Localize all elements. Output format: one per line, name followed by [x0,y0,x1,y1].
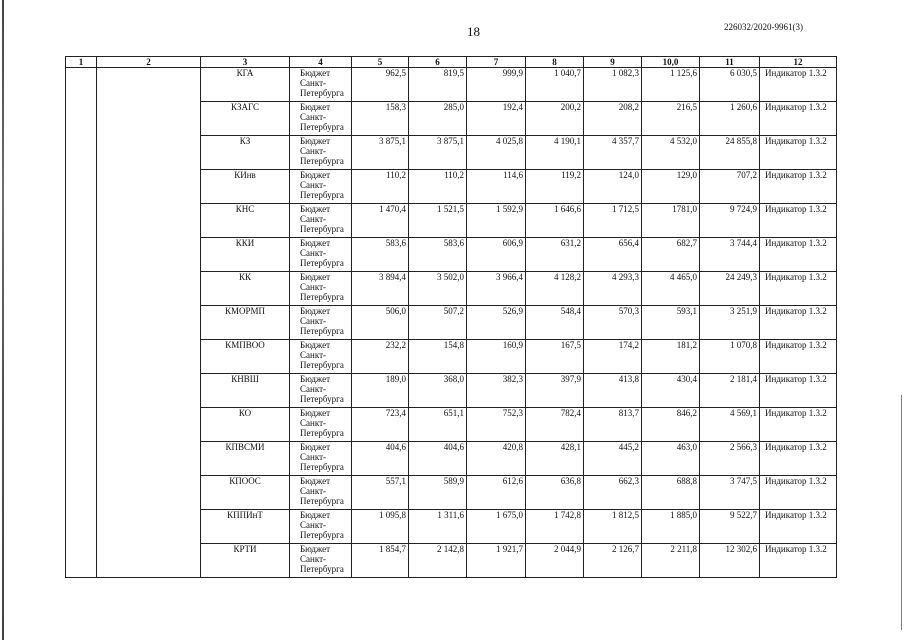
value-cell: 6 030,5 [700,68,760,102]
indicator-cell: Индикатор 1.3.2 [760,102,837,136]
value-cell: 2 044,9 [526,544,584,578]
value-cell: 819,5 [409,68,467,102]
value-cell: 1 040,7 [526,68,584,102]
value-cell: 1 675,0 [467,510,526,544]
value-cell: 1 646,6 [526,204,584,238]
agency-code: КПООС [201,476,290,510]
value-cell: 2 566,3 [700,442,760,476]
funding-source: Бюджет Санкт-Петербурга [290,272,352,306]
indicator-cell: Индикатор 1.3.2 [760,476,837,510]
value-cell: 1781,0 [642,204,700,238]
value-cell: 962,5 [352,68,409,102]
value-cell: 216,5 [642,102,700,136]
value-cell: 110,2 [352,170,409,204]
value-cell: 3 744,4 [700,238,760,272]
value-cell: 404,6 [352,442,409,476]
indicator-cell: Индикатор 1.3.2 [760,510,837,544]
funding-source: Бюджет Санкт-Петербурга [290,374,352,408]
funding-source: Бюджет Санкт-Петербурга [290,102,352,136]
column-header: 9 [584,57,642,68]
value-cell: 4 190,1 [526,136,584,170]
page-number: 18 [467,24,480,39]
value-cell: 846,2 [642,408,700,442]
agency-code: КМОРМП [201,306,290,340]
value-cell: 999,9 [467,68,526,102]
funding-source: Бюджет Санкт-Петербурга [290,408,352,442]
value-cell: 506,0 [352,306,409,340]
funding-source: Бюджет Санкт-Петербурга [290,544,352,578]
value-cell: 651,1 [409,408,467,442]
scan-left-edge [2,0,4,640]
funding-source: Бюджет Санкт-Петербурга [290,204,352,238]
column-header: 8 [526,57,584,68]
column-header: 6 [409,57,467,68]
agency-code: КПВСМИ [201,442,290,476]
value-cell: 397,9 [526,374,584,408]
funding-source: Бюджет Санкт-Петербурга [290,136,352,170]
indicator-cell: Индикатор 1.3.2 [760,68,837,102]
value-cell: 752,3 [467,408,526,442]
value-cell: 208,2 [584,102,642,136]
value-cell: 4 357,7 [584,136,642,170]
value-cell: 1 311,6 [409,510,467,544]
funding-source: Бюджет Санкт-Петербурга [290,442,352,476]
column-header: 12 [760,57,837,68]
indicator-cell: Индикатор 1.3.2 [760,442,837,476]
agency-code: КЗ [201,136,290,170]
agency-code: КМПВОО [201,340,290,374]
budget-table [65,56,837,578]
column-header: 2 [97,57,201,68]
column-header: 1 [66,57,97,68]
value-cell: 4 532,0 [642,136,700,170]
value-cell: 2 181,4 [700,374,760,408]
value-cell: 782,4 [526,408,584,442]
value-cell: 3 894,4 [352,272,409,306]
value-cell: 1 742,8 [526,510,584,544]
value-cell: 428,1 [526,442,584,476]
value-cell: 24 249,3 [700,272,760,306]
value-cell: 2 126,7 [584,544,642,578]
value-cell: 1 921,7 [467,544,526,578]
indicator-cell: Индикатор 1.3.2 [760,136,837,170]
value-cell: 593,1 [642,306,700,340]
value-cell: 167,5 [526,340,584,374]
document-reference: 226032/2020-9961(3) [724,22,803,32]
value-cell: 3 502,0 [409,272,467,306]
table-row [66,68,837,102]
agency-code: КИнв [201,170,290,204]
indicator-cell: Индикатор 1.3.2 [760,204,837,238]
value-cell: 368,0 [409,374,467,408]
funding-source: Бюджет Санкт-Петербурга [290,510,352,544]
value-cell: 189,0 [352,374,409,408]
funding-source: Бюджет Санкт-Петербурга [290,340,352,374]
value-cell: 3 875,1 [352,136,409,170]
indicator-cell: Индикатор 1.3.2 [760,306,837,340]
value-cell: 1 812,5 [584,510,642,544]
value-cell: 12 302,6 [700,544,760,578]
agency-code: КО [201,408,290,442]
agency-code: КНВШ [201,374,290,408]
value-cell: 583,6 [352,238,409,272]
agency-code: ККИ [201,238,290,272]
value-cell: 154,8 [409,340,467,374]
value-cell: 3 747,5 [700,476,760,510]
value-cell: 114,6 [467,170,526,204]
column-header: 3 [201,57,290,68]
value-cell: 723,4 [352,408,409,442]
value-cell: 3 875,1 [409,136,467,170]
agency-code: КГА [201,68,290,102]
col-2-cell [97,68,201,578]
value-cell: 612,6 [467,476,526,510]
col-1-cell [66,68,97,578]
value-cell: 420,8 [467,442,526,476]
agency-code: КРТИ [201,544,290,578]
indicator-cell: Индикатор 1.3.2 [760,170,837,204]
column-header: 7 [467,57,526,68]
value-cell: 1 082,3 [584,68,642,102]
column-header: 5 [352,57,409,68]
value-cell: 4 569,1 [700,408,760,442]
value-cell: 9 724,9 [700,204,760,238]
value-cell: 1 125,6 [642,68,700,102]
value-cell: 285,0 [409,102,467,136]
agency-code: КЗАГС [201,102,290,136]
value-cell: 2 211,8 [642,544,700,578]
value-cell: 3 251,9 [700,306,760,340]
value-cell: 232,2 [352,340,409,374]
value-cell: 1 854,7 [352,544,409,578]
value-cell: 1 470,4 [352,204,409,238]
table-body [66,68,837,578]
value-cell: 631,2 [526,238,584,272]
value-cell: 548,4 [526,306,584,340]
value-cell: 24 855,8 [700,136,760,170]
value-cell: 507,2 [409,306,467,340]
value-cell: 813,7 [584,408,642,442]
value-cell: 404,6 [409,442,467,476]
funding-source: Бюджет Санкт-Петербурга [290,238,352,272]
value-cell: 160,9 [467,340,526,374]
value-cell: 445,2 [584,442,642,476]
value-cell: 174,2 [584,340,642,374]
value-cell: 9 522,7 [700,510,760,544]
indicator-cell: Индикатор 1.3.2 [760,374,837,408]
agency-code: КНС [201,204,290,238]
value-cell: 682,7 [642,238,700,272]
value-cell: 1 095,8 [352,510,409,544]
column-header: 10,0 [642,57,700,68]
value-cell: 4 025,8 [467,136,526,170]
indicator-cell: Индикатор 1.3.2 [760,408,837,442]
value-cell: 526,9 [467,306,526,340]
value-cell: 570,3 [584,306,642,340]
column-header: 11 [700,57,760,68]
indicator-cell: Индикатор 1.3.2 [760,340,837,374]
value-cell: 181,2 [642,340,700,374]
value-cell: 583,6 [409,238,467,272]
value-cell: 1 885,0 [642,510,700,544]
value-cell: 557,1 [352,476,409,510]
value-cell: 192,4 [467,102,526,136]
funding-source: Бюджет Санкт-Петербурга [290,170,352,204]
value-cell: 1 260,6 [700,102,760,136]
value-cell: 2 142,8 [409,544,467,578]
value-cell: 1 592,9 [467,204,526,238]
header-row [66,57,837,68]
table-header [66,57,837,68]
value-cell: 413,8 [584,374,642,408]
value-cell: 656,4 [584,238,642,272]
agency-code: КК [201,272,290,306]
funding-source: Бюджет Санкт-Петербурга [290,68,352,102]
value-cell: 124,0 [584,170,642,204]
value-cell: 589,9 [409,476,467,510]
value-cell: 158,3 [352,102,409,136]
indicator-cell: Индикатор 1.3.2 [760,238,837,272]
column-header: 4 [290,57,352,68]
indicator-cell: Индикатор 1.3.2 [760,272,837,306]
value-cell: 200,2 [526,102,584,136]
funding-source: Бюджет Санкт-Петербурга [290,476,352,510]
value-cell: 662,3 [584,476,642,510]
value-cell: 4 465,0 [642,272,700,306]
value-cell: 382,3 [467,374,526,408]
value-cell: 688,8 [642,476,700,510]
funding-source: Бюджет Санкт-Петербурга [290,306,352,340]
indicator-cell: Индикатор 1.3.2 [760,544,837,578]
value-cell: 1 070,8 [700,340,760,374]
value-cell: 1 712,5 [584,204,642,238]
value-cell: 129,0 [642,170,700,204]
value-cell: 4 128,2 [526,272,584,306]
value-cell: 463,0 [642,442,700,476]
value-cell: 1 521,5 [409,204,467,238]
value-cell: 3 966,4 [467,272,526,306]
value-cell: 119,2 [526,170,584,204]
value-cell: 707,2 [700,170,760,204]
value-cell: 636,8 [526,476,584,510]
value-cell: 4 293,3 [584,272,642,306]
value-cell: 110,2 [409,170,467,204]
agency-code: КППИнТ [201,510,290,544]
scan-right-edge [901,395,902,630]
value-cell: 606,9 [467,238,526,272]
value-cell: 430,4 [642,374,700,408]
